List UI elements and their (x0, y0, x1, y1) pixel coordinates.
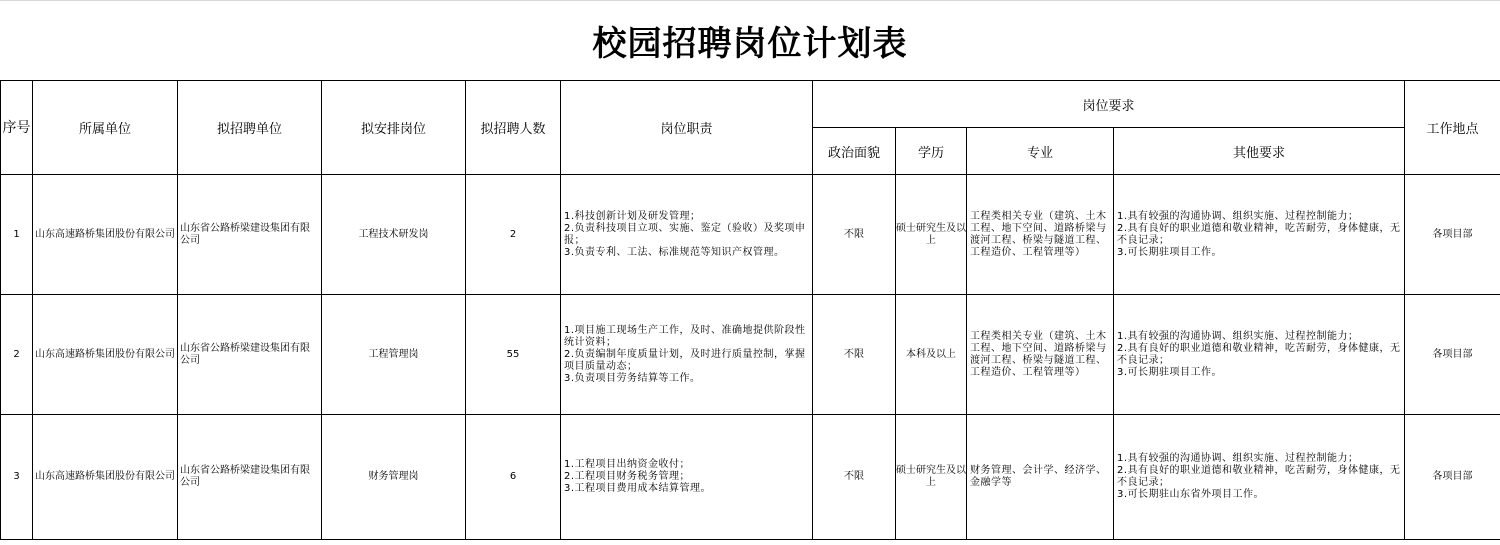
cell-recruit-unit: 山东省公路桥梁建设集团有限公司 (178, 295, 322, 415)
cell-position: 工程管理岗 (322, 295, 466, 415)
duty-line: 2.负责编制年度质量计划，及时进行质量控制，掌握项目质量动态； (564, 348, 806, 372)
page-title: 校园招聘岗位计划表 (0, 0, 1500, 80)
cell-other (1114, 175, 1405, 295)
cell-education: 硕士研究生及以上 (896, 415, 967, 540)
cell-political: 不限 (813, 295, 896, 415)
header-recruit-unit: 拟招聘单位 (178, 81, 322, 175)
header-political: 政治面貌 (813, 128, 896, 175)
cell-major: 工程类相关专业（建筑、土木工程、地下空间、道路桥梁与渡河工程、桥梁与隧道工程、工程造价、工程管理等） (967, 175, 1114, 295)
cell-other (1114, 415, 1405, 540)
cell-position: 工程技术研发岗 (322, 175, 466, 295)
requirement-line: 2.具有良好的职业道德和敬业精神，吃苦耐劳，身体健康，无不良记录； (1117, 222, 1401, 246)
cell-political: 不限 (813, 175, 896, 295)
header-unit: 所属单位 (33, 81, 178, 175)
table-row (1, 415, 1500, 540)
cell-position: 财务管理岗 (322, 415, 466, 540)
cell-recruit-unit: 山东省公路桥梁建设集团有限公司 (178, 175, 322, 295)
cell-education: 硕士研究生及以上 (896, 175, 967, 295)
cell-duties (561, 295, 813, 415)
requirement-line: 2.具有良好的职业道德和敬业精神，吃苦耐劳，身体健康，无不良记录； (1117, 342, 1401, 366)
duty-line: 3.负责项目劳务结算等工作。 (564, 372, 701, 384)
cell-unit: 山东高速路桥集团股份有限公司 (33, 295, 178, 415)
header-seq: 序号 (1, 81, 33, 175)
cell-location: 各项目部 (1405, 295, 1500, 415)
header-education: 学历 (896, 128, 967, 175)
cell-recruit-unit: 山东省公路桥梁建设集团有限公司 (178, 415, 322, 540)
cell-seq: 3 (1, 415, 33, 540)
cell-duties (561, 415, 813, 540)
cell-location: 各项目部 (1405, 175, 1500, 295)
cell-unit: 山东高速路桥集团股份有限公司 (33, 175, 178, 295)
cell-political: 不限 (813, 415, 896, 540)
requirement-line: 3.可长期驻山东省外项目工作。 (1117, 489, 1265, 500)
requirement-line: 1.具有较强的沟通协调、组织实施、过程控制能力； (1117, 210, 1359, 222)
table-row (1, 295, 1500, 415)
cell-major: 工程类相关专业（建筑、土木工程、地下空间、道路桥梁与渡河工程、桥梁与隧道工程、工程造价、工程管理等） (967, 295, 1114, 415)
cell-unit: 山东高速路桥集团股份有限公司 (33, 415, 178, 540)
header-duties: 岗位职责 (561, 81, 813, 175)
cell-location: 各项目部 (1405, 415, 1500, 540)
cell-count: 2 (466, 175, 561, 295)
duty-line: 3.工程项目费用成本结算管理。 (564, 483, 712, 494)
duty-line: 1.工程项目出纳资金收付； (564, 459, 691, 470)
header-count: 拟招聘人数 (466, 81, 561, 175)
requirement-line: 3.可长期驻项目工作。 (1117, 246, 1223, 258)
cell-count: 6 (466, 415, 561, 540)
duty-line: 2.负责科技项目立项、实施、鉴定（验收）及奖项申报； (564, 222, 806, 246)
requirement-line: 2.具有良好的职业道德和敬业精神，吃苦耐劳，身体健康，无不良记录； (1117, 465, 1401, 488)
header-other: 其他要求 (1114, 128, 1405, 175)
requirement-line: 3.可长期驻项目工作。 (1117, 366, 1223, 378)
requirement-line: 1.具有较强的沟通协调、组织实施、过程控制能力； (1117, 453, 1359, 464)
duty-line: 3.负责专利、工法、标准规范等知识产权管理。 (564, 246, 785, 258)
recruitment-table (0, 80, 1500, 540)
header-requirements: 岗位要求 (813, 81, 1405, 128)
cell-other (1114, 295, 1405, 415)
header-major: 专业 (967, 128, 1114, 175)
header-location: 工作地点 (1405, 81, 1500, 175)
cell-duties (561, 175, 813, 295)
cell-seq: 2 (1, 295, 33, 415)
header-position: 拟安排岗位 (322, 81, 466, 175)
requirement-line: 1.具有较强的沟通协调、组织实施、过程控制能力； (1117, 330, 1359, 342)
duty-line: 1.科技创新计划及研发管理； (564, 210, 701, 222)
table-row (1, 175, 1500, 295)
cell-major: 财务管理、会计学、经济学、金融学等 (967, 415, 1114, 540)
cell-education: 本科及以上 (896, 295, 967, 415)
cell-seq: 1 (1, 175, 33, 295)
cell-count: 55 (466, 295, 561, 415)
duty-line: 2.工程项目财务税务管理； (564, 471, 691, 482)
duty-line: 1.项目施工现场生产工作，及时、准确地提供阶段性统计资料； (564, 324, 806, 348)
